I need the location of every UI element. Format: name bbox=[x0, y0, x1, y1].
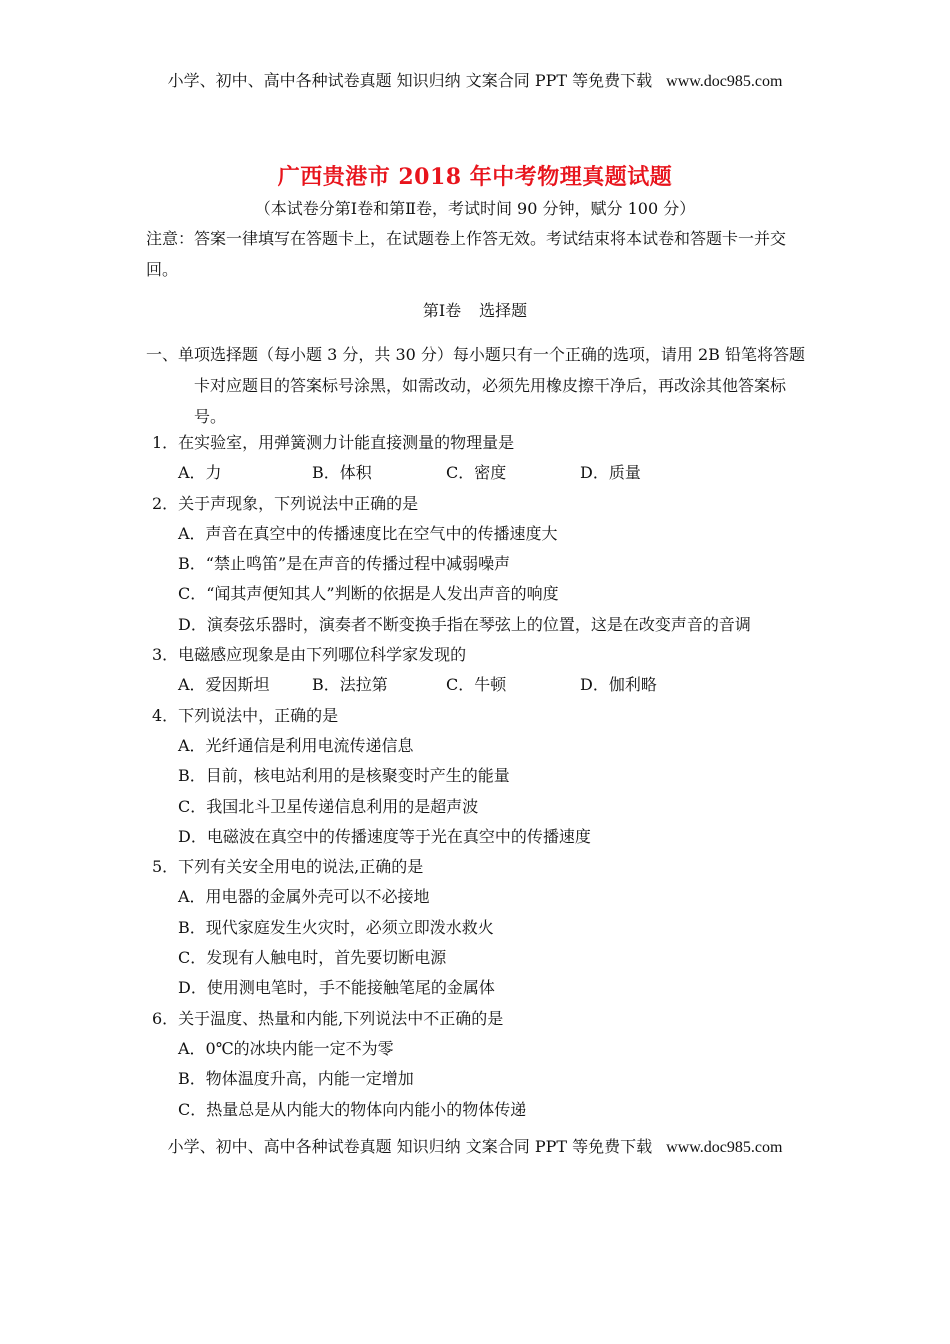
option-d: D．质量 bbox=[580, 463, 641, 483]
option-b: B．现代家庭发生火灾时，必须立即泼水救火 bbox=[178, 917, 494, 937]
option-a: A．0℃的冰块内能一定不为零 bbox=[178, 1038, 394, 1058]
option-row bbox=[152, 670, 812, 700]
question-2 bbox=[152, 489, 812, 640]
question-5 bbox=[152, 852, 812, 1003]
question-stem: 2．关于声现象，下列说法中正确的是 bbox=[152, 493, 419, 513]
option-b: B．物体温度升高，内能一定增加 bbox=[178, 1069, 414, 1089]
page-footer bbox=[0, 1134, 950, 1157]
option-c: C．我国北斗卫星传递信息利用的是超声波 bbox=[178, 796, 479, 816]
option-b: B．法拉第 bbox=[312, 675, 388, 695]
page-header bbox=[0, 68, 950, 91]
option-b: B．“禁止鸣笛”是在声音的传播过程中减弱噪声 bbox=[178, 554, 511, 574]
option-c: C．“闻其声便知其人”判断的依据是人发出声音的响度 bbox=[178, 584, 559, 604]
instruction-block bbox=[146, 339, 808, 432]
question-stem: 3．电磁感应现象是由下列哪位科学家发现的 bbox=[152, 645, 467, 665]
question-stem: 4．下列说法中，正确的是 bbox=[152, 705, 339, 725]
section-heading bbox=[0, 298, 950, 321]
header-text: 小学、初中、高中各种试卷真题 知识归纳 文案合同 PPT 等免费下载 bbox=[167, 71, 653, 90]
exam-notice: 注意：答案一律填写在答题卡上，在试题卷上作答无效。考试结束将本试卷和答题卡一并交回。 bbox=[146, 229, 787, 279]
section-name: 选择题 bbox=[479, 301, 528, 320]
question-4 bbox=[152, 701, 812, 852]
option-a: A．力 bbox=[178, 463, 222, 483]
option-d: D．演奏弦乐器时，演奏者不断变换手指在琴弦上的位置，这是在改变声音的音调 bbox=[178, 614, 751, 634]
option-c: C．热量总是从内能大的物体向内能小的物体传递 bbox=[178, 1099, 527, 1119]
option-c: C．密度 bbox=[446, 463, 507, 483]
question-stem: 5．下列有关安全用电的说法,正确的是 bbox=[152, 857, 424, 877]
option-d: D．电磁波在真空中的传播速度等于光在真空中的传播速度 bbox=[178, 826, 591, 846]
question-stem: 1．在实验室，用弹簧测力计能直接测量的物理量是 bbox=[152, 433, 515, 452]
option-a: A．爱因斯坦 bbox=[178, 675, 270, 695]
header-site-link[interactable]: www.doc985.com bbox=[666, 73, 783, 90]
footer-text: 小学、初中、高中各种试卷真题 知识归纳 文案合同 PPT 等免费下载 bbox=[167, 1137, 653, 1156]
option-c: C．牛顿 bbox=[446, 675, 507, 695]
option-c: C．发现有人触电时，首先要切断电源 bbox=[178, 948, 447, 968]
option-row bbox=[152, 458, 812, 488]
footer-site-link[interactable]: www.doc985.com bbox=[666, 1139, 783, 1156]
option-d: D．伽利略 bbox=[580, 675, 657, 695]
option-a: A．声音在真空中的传播速度比在空气中的传播速度大 bbox=[178, 523, 558, 543]
exam-title: 广西贵港市 2018 年中考物理真题试题 bbox=[277, 164, 673, 190]
question-stem: 6．关于温度、热量和内能,下列说法中不正确的是 bbox=[152, 1008, 504, 1028]
question-6 bbox=[152, 1004, 812, 1125]
option-b: B．体积 bbox=[312, 463, 372, 483]
question-list bbox=[152, 428, 812, 1125]
question-1 bbox=[152, 428, 812, 489]
option-d: D．使用测电笔时，手不能接触笔尾的金属体 bbox=[178, 978, 495, 998]
question-3 bbox=[152, 640, 812, 701]
option-a: A．用电器的金属外壳可以不必接地 bbox=[178, 887, 430, 907]
option-a: A．光纤通信是利用电流传递信息 bbox=[178, 735, 414, 755]
section-part: 第Ⅰ卷 bbox=[422, 301, 462, 320]
exam-subtitle: （本试卷分第Ⅰ卷和第Ⅱ卷，考试时间 90 分钟，赋分 100 分） bbox=[254, 199, 696, 218]
instruction-text: 一、单项选择题（每小题 3 分，共 30 分）每小题只有一个正确的选项，请用 2B 铅笔将答题卡对应题目的答案标号涂黑，如需改动，必须先用橡皮擦干净后，再改涂其他答案标号。 bbox=[146, 345, 805, 426]
option-b: B．目前，核电站利用的是核聚变时产生的能量 bbox=[178, 766, 510, 786]
